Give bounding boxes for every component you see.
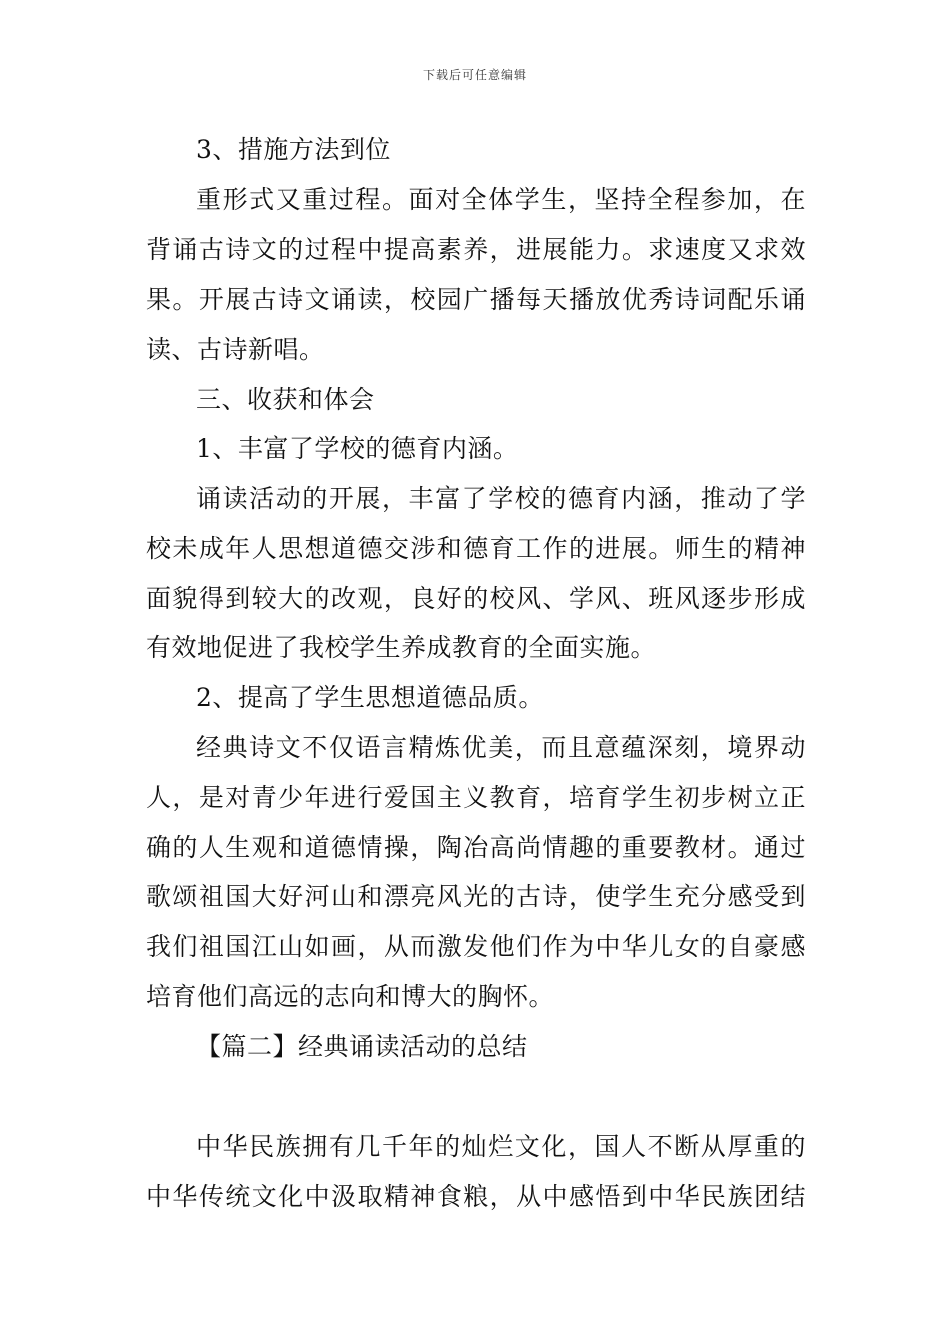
- subheading-moral-quality: 2、提高了学生思想道德品质。: [196, 683, 544, 712]
- paragraph-line: 中华传统文化中汲取精神食粮，从中感悟到中华民族团结: [146, 1182, 806, 1211]
- paragraph-line: 面貌得到较大的改观，良好的校风、学风、班风逐步形成: [146, 584, 806, 613]
- paragraph-line: 诵读活动的开展，丰富了学校的德育内涵，推动了学: [196, 484, 806, 513]
- paragraph-line: 背诵古诗文的过程中提高素养，进展能力。求速度又求效: [146, 235, 806, 264]
- section-heading-part-two: 【篇二】经典诵读活动的总结: [196, 1032, 528, 1061]
- section-heading-harvest: 三、收获和体会: [196, 385, 375, 414]
- subheading-measures: 3、措施方法到位: [196, 135, 391, 164]
- paragraph-line: 中华民族拥有几千年的灿烂文化，国人不断从厚重的: [196, 1132, 806, 1161]
- paragraph-line: 校未成年人思想道德交涉和德育工作的进展。师生的精神: [146, 534, 806, 563]
- subheading-moral-education: 1、丰富了学校的德育内涵。: [196, 434, 519, 463]
- paragraph-line: 读、古诗新唱。: [146, 335, 325, 364]
- paragraph-line: 确的人生观和道德情操，陶冶高尚情趣的重要教材。通过: [146, 833, 806, 862]
- paragraph-line: 人，是对青少年进行爱国主义教育，培育学生初步树立正: [146, 783, 806, 812]
- paragraph-line: 经典诗文不仅语言精炼优美，而且意蕴深刻，境界动: [196, 733, 806, 762]
- paragraph-line: 我们祖国江山如画，从而激发他们作为中华儿女的自豪感: [146, 932, 806, 961]
- paragraph-line: 重形式又重过程。面对全体学生，坚持全程参加，在: [196, 185, 806, 214]
- paragraph-line: 有效地促进了我校学生养成教育的全面实施。: [146, 633, 657, 662]
- paragraph-line: 果。开展古诗文诵读，校园广播每天播放优秀诗词配乐诵: [146, 285, 806, 314]
- paragraph-line: 培育他们高远的志向和博大的胸怀。: [146, 982, 555, 1011]
- header-note: 下载后可任意编辑: [422, 68, 527, 82]
- paragraph-line: 歌颂祖国大好河山和漂亮风光的古诗，使学生充分感受到: [146, 882, 806, 911]
